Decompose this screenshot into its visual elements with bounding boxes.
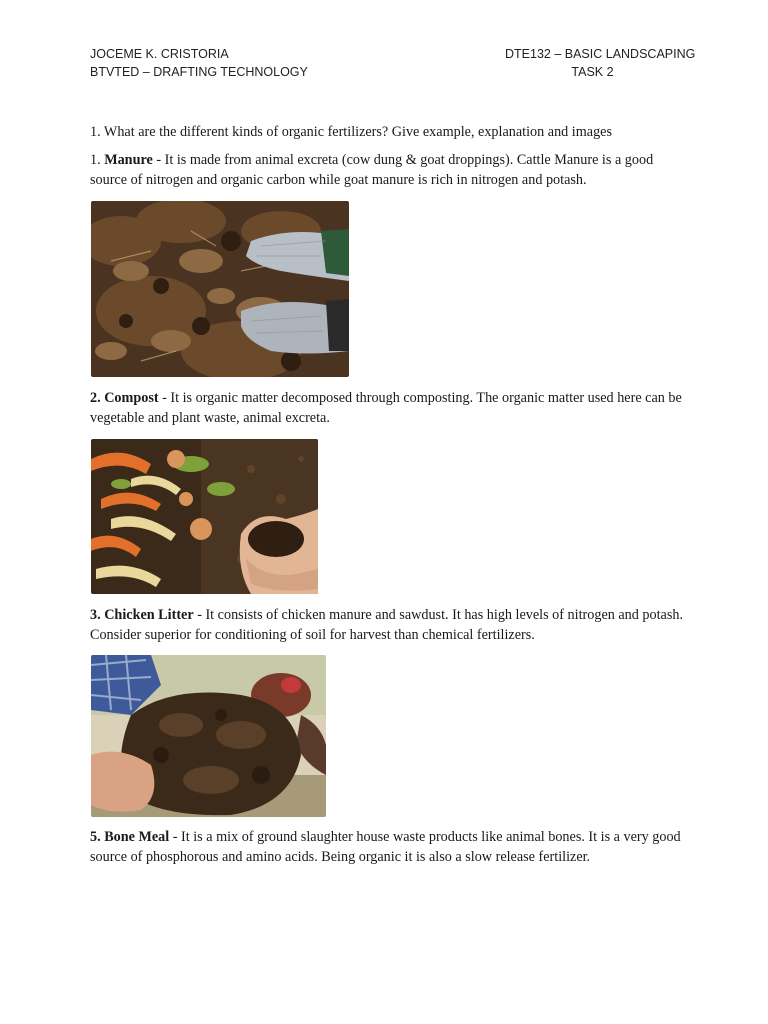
course-title: DTE132 – BASIC LANDSCAPING <box>505 47 696 61</box>
item-description: - It is organic matter decomposed through composting. The organic matter used here can be vegetable and plant waste, animal excreta. <box>90 390 682 426</box>
item-number: 1. <box>90 152 101 168</box>
fertilizer-item-bone-meal <box>90 827 690 867</box>
item-number: 3. <box>90 607 101 623</box>
fertilizer-item-compost <box>90 388 690 428</box>
item-description: - It is a mix of ground slaughter house waste products like animal bones. It is a very good source of phosphorous and amino acids. Being organic it is also a slow release fertilizer. <box>90 829 681 865</box>
item-title: Chicken Litter <box>104 607 194 623</box>
compost-image <box>91 439 318 594</box>
item-number: 5. <box>90 829 101 845</box>
manure-image <box>91 201 349 377</box>
task-label: TASK 2 <box>571 65 614 79</box>
item-description: - It is made from animal excreta (cow dung & goat droppings). Cattle Manure is a good source of nitrogen and organic carbon while goat manure is rich in nitrogen and potash. <box>90 152 654 188</box>
item-description: - It consists of chicken manure and sawdust. It has high levels of nitrogen and potash. Consider superior for conditioning of soil for harvest than chemical fertilizers. <box>90 607 683 643</box>
header-right <box>505 45 696 81</box>
item-title: Manure <box>104 152 153 168</box>
fertilizer-item-chicken-litter <box>90 605 690 645</box>
item-number: 2. <box>90 390 101 406</box>
author-name: JOCEME K. CRISTORIA <box>90 47 229 61</box>
header-left <box>90 45 308 81</box>
chicken-litter-image <box>91 655 326 817</box>
program-name: BTVTED – DRAFTING TECHNOLOGY <box>90 65 308 79</box>
fertilizer-item-manure <box>90 150 690 190</box>
item-title: Bone Meal <box>104 829 170 845</box>
question-text: 1. What are the different kinds of organic fertilizers? Give example, explanation and images <box>90 124 612 140</box>
item-title: Compost <box>104 390 159 406</box>
